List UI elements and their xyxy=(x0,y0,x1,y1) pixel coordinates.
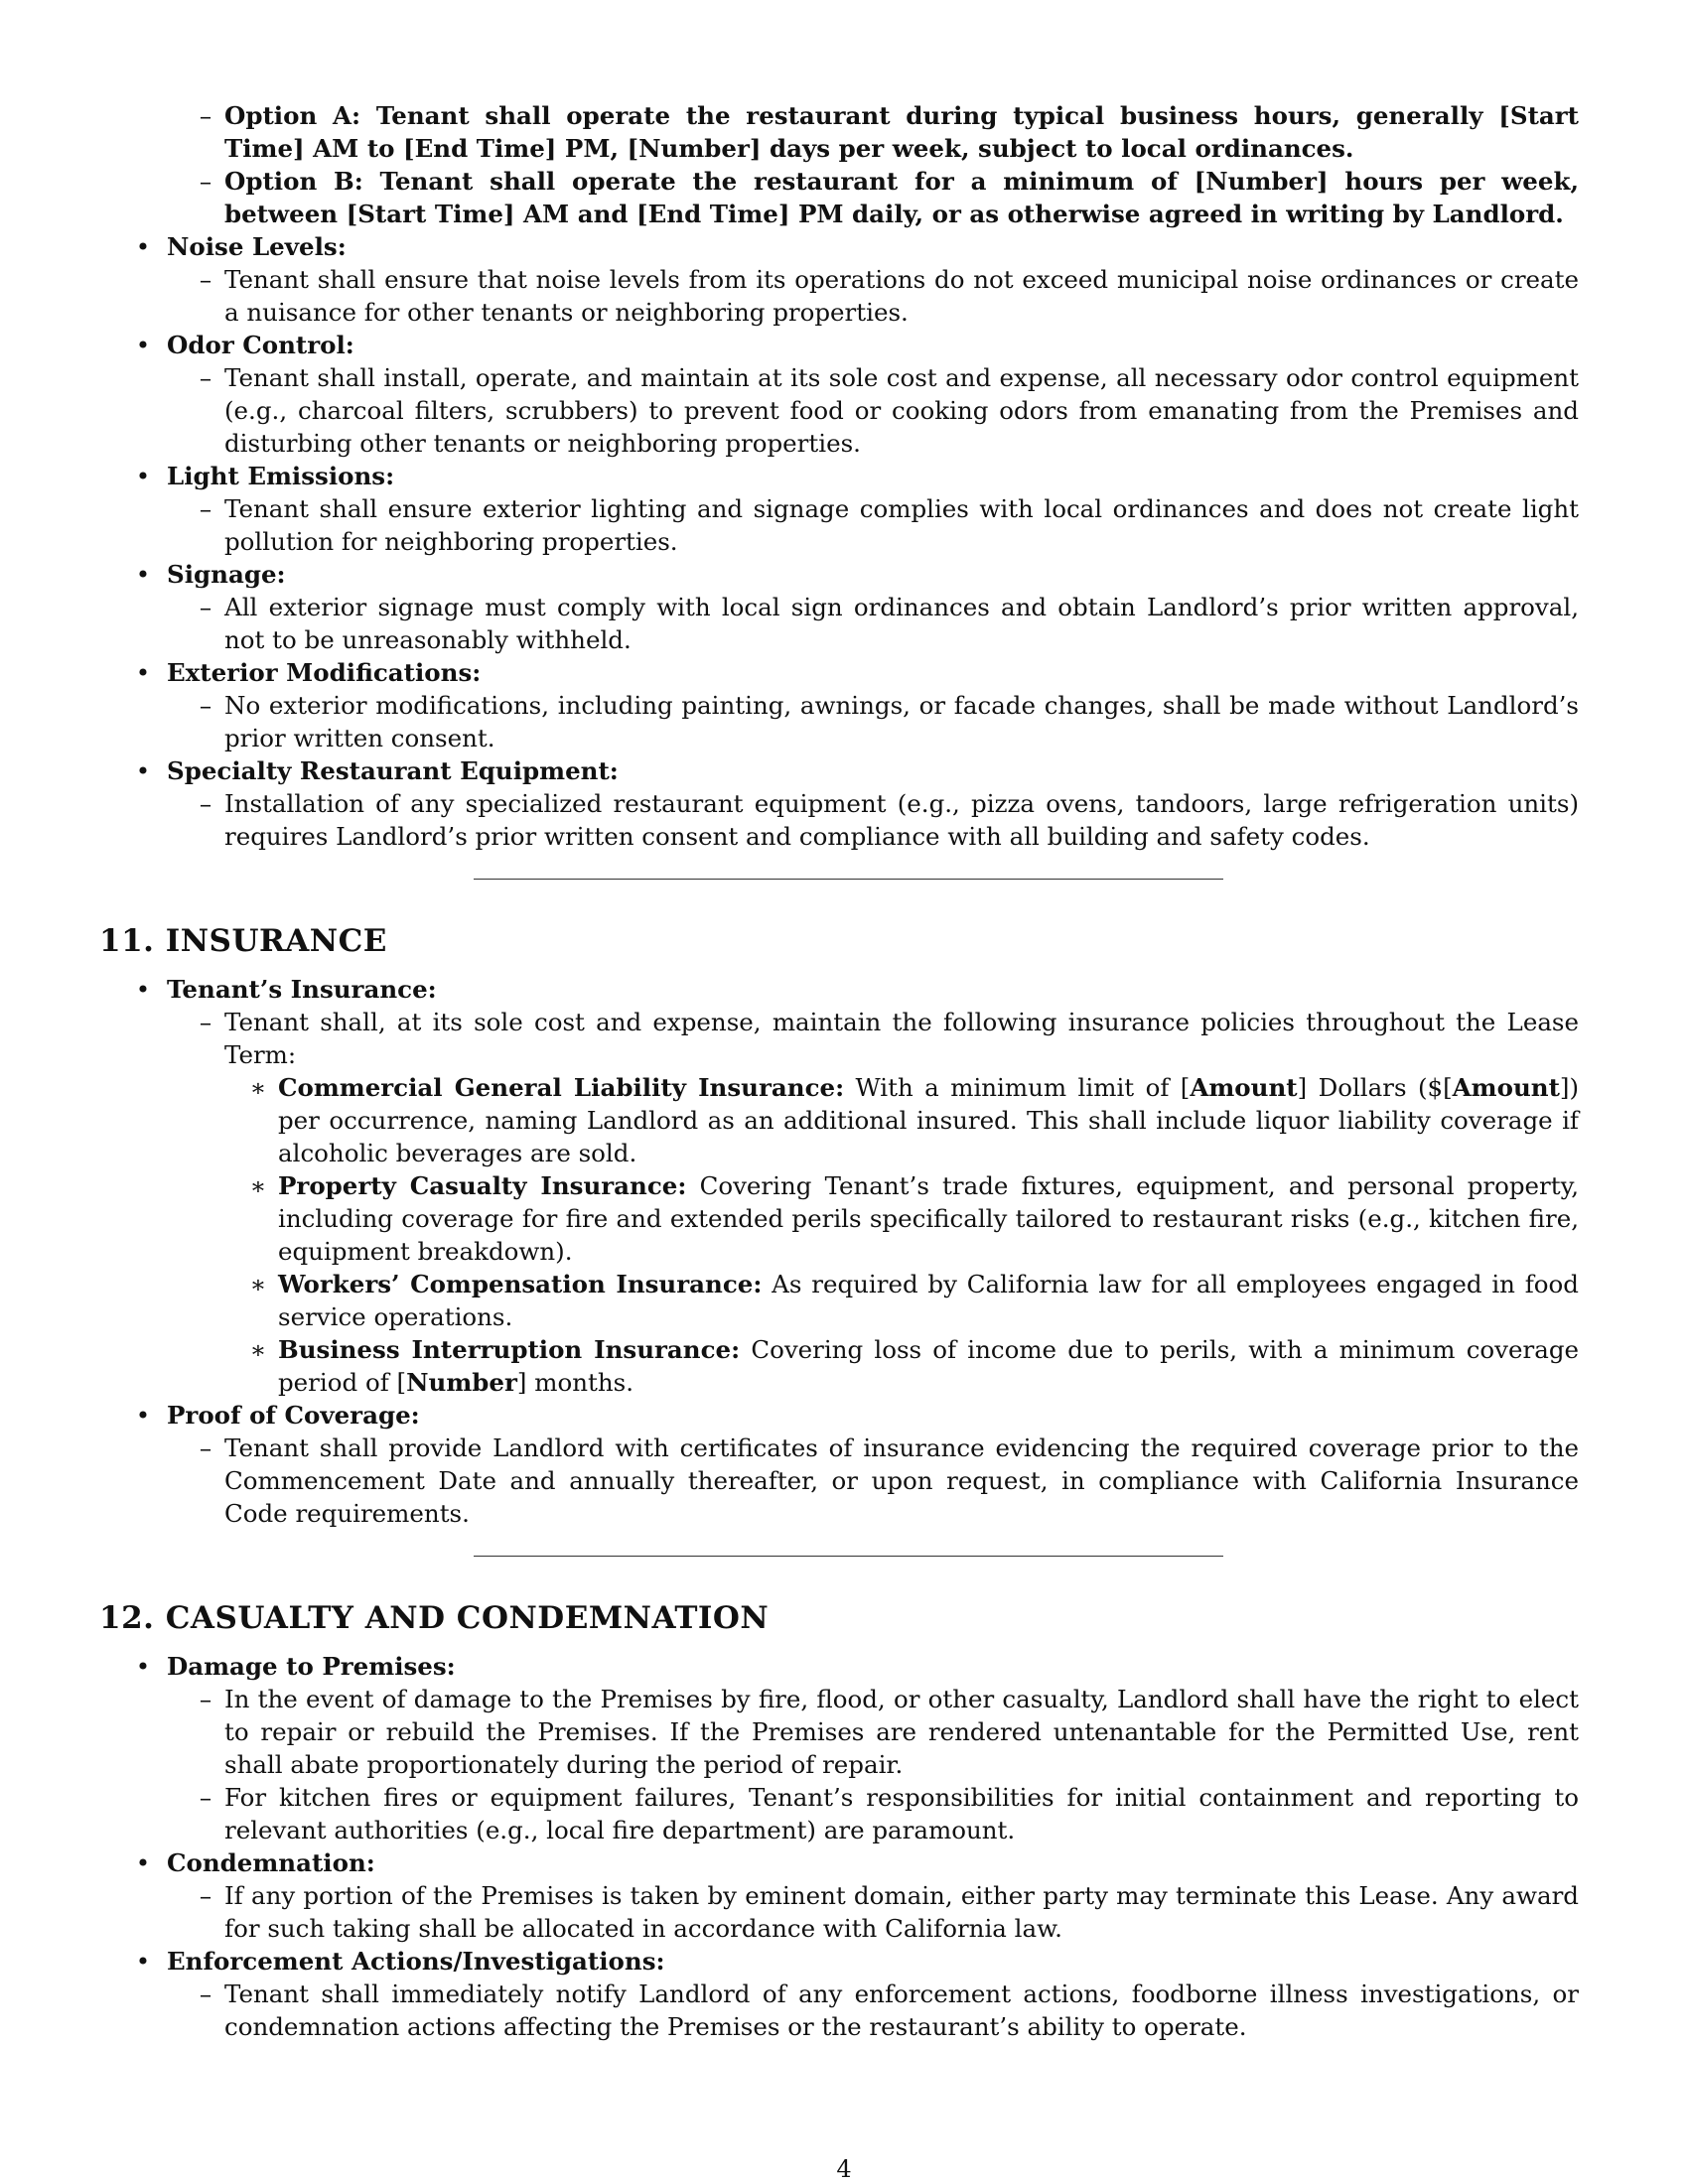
list-item xyxy=(99,1978,1589,2043)
asterisk-bullet: ∗ xyxy=(249,1073,267,1102)
list-item xyxy=(99,591,1589,656)
proof-of-coverage-heading: Proof of Coverage: xyxy=(167,1401,420,1430)
asterisk-bullet: ∗ xyxy=(249,1335,267,1364)
business-interruption-text: ] months. xyxy=(516,1368,633,1397)
round-bullet: • xyxy=(135,756,151,785)
damage-text: In the event of damage to the Premises by fire, flood, or other casualty, Landlord shall have the right to elect to repair or rebuild the Premises. If the Premises are rendered untenantable for the Permitted Use, rent shall abate proportionately during the period of repair. xyxy=(224,1685,1579,1779)
business-interruption-heading: Business Interruption Insurance: xyxy=(278,1335,741,1364)
dash-bullet: – xyxy=(199,691,212,720)
exterior-modifications-heading: Exterior Modifications: xyxy=(167,658,482,687)
dash-bullet: – xyxy=(199,1685,212,1713)
cgl-text: ] Dollars ($[ xyxy=(1297,1073,1453,1102)
list-item xyxy=(99,656,1589,689)
noise-levels-heading: Noise Levels: xyxy=(167,232,347,261)
section-divider xyxy=(474,879,1223,880)
round-bullet: • xyxy=(135,1652,151,1681)
number-placeholder: Number xyxy=(406,1368,517,1397)
odor-control-text: Tenant shall install, operate, and maintain at its sole cost and expense, all necessary odor control equipment (e.g., charcoal filters, scrubbers) to prevent food or cooking odors from emanating from the Premises and disturbing other tenants or neighboring properties. xyxy=(224,363,1579,458)
asterisk-bullet: ∗ xyxy=(249,1270,267,1298)
round-bullet: • xyxy=(135,331,151,359)
list-item xyxy=(99,973,1589,1006)
enforcement-text: Tenant shall immediately notify Landlord of any enforcement actions, foodborne illness investigations, or condemnation actions affecting the Premises or the restaurant’s ability to operate. xyxy=(224,1979,1579,2041)
signage-text: All exterior signage must comply with local sign ordinances and obtain Landlord’s prior written approval, not to be unreasonably withheld. xyxy=(224,593,1579,654)
round-bullet: • xyxy=(135,1947,151,1976)
list-item xyxy=(99,1650,1589,1683)
property-casualty-text: Covering Tenant’s trade fixtures, equipment, and personal property, including coverage for fire and extended perils specifically tailored to restaurant risks (e.g., kitchen fire, equipment breakdown). xyxy=(278,1171,1579,1266)
property-casualty-heading: Property Casualty Insurance: xyxy=(278,1171,687,1200)
option-a-text: Option A: Tenant shall operate the restaurant during typical business hours, generally [Start Time] AM to [End Time] PM, [Number] days per week, subject to local ordinances. xyxy=(224,101,1579,163)
amount-placeholder: Amount xyxy=(1190,1073,1298,1102)
condemnation-text: If any portion of the Premises is taken by eminent domain, either party may terminate this Lease. Any award for such taking shall be allocated in accordance with California law. xyxy=(224,1881,1579,1943)
round-bullet: • xyxy=(135,462,151,490)
specialty-equipment-text: Installation of any specialized restaurant equipment (e.g., pizza ovens, tandoors, large refrigeration units) requires Landlord’s prior written consent and compliance with all building and safety codes. xyxy=(224,789,1579,851)
list-item xyxy=(99,689,1589,754)
condemnation-heading: Condemnation: xyxy=(167,1848,375,1877)
insurance-list xyxy=(99,973,1589,1530)
workers-comp-heading: Workers’ Compensation Insurance: xyxy=(278,1270,763,1298)
list-item xyxy=(99,1781,1589,1846)
exterior-modifications-text: No exterior modifications, including painting, awnings, or facade changes, shall be made without Landlord’s prior written consent. xyxy=(224,691,1579,752)
list-item xyxy=(99,787,1589,853)
round-bullet: • xyxy=(135,1401,151,1430)
list-item xyxy=(99,263,1589,329)
tenants-insurance-heading: Tenant’s Insurance: xyxy=(167,975,437,1004)
light-emissions-heading: Light Emissions: xyxy=(167,462,395,490)
specialty-equipment-heading: Specialty Restaurant Equipment: xyxy=(167,756,619,785)
page-number: 4 xyxy=(836,2155,852,2183)
list-item xyxy=(99,230,1589,263)
damage-text: For kitchen fires or equipment failures, Tenant’s responsibilities for initial containment and reporting to relevant authorities (e.g., local fire department) are paramount. xyxy=(224,1783,1579,1844)
list-item xyxy=(99,329,1589,361)
list-item xyxy=(99,99,1589,165)
dash-bullet: – xyxy=(199,101,212,130)
round-bullet: • xyxy=(135,560,151,589)
section-11-title: 11. INSURANCE xyxy=(99,923,387,959)
dash-bullet: – xyxy=(199,593,212,621)
dash-bullet: – xyxy=(199,1008,212,1036)
dash-bullet: – xyxy=(199,265,212,294)
list-item xyxy=(99,1333,1589,1399)
section-divider xyxy=(474,1556,1223,1557)
dash-bullet: – xyxy=(199,167,212,196)
list-item xyxy=(99,1846,1589,1879)
tenants-insurance-intro: Tenant shall, at its sole cost and expense, maintain the following insurance policies throughout the Lease Term: xyxy=(224,1008,1579,1069)
amount-placeholder: Amount xyxy=(1452,1073,1560,1102)
dash-bullet: – xyxy=(199,494,212,523)
list-item xyxy=(99,1399,1589,1432)
noise-levels-text: Tenant shall ensure that noise levels from its operations do not exceed municipal noise ordinances or create a nuisance for other tenants or neighboring properties. xyxy=(224,265,1579,327)
list-item xyxy=(99,1945,1589,1978)
business-interruption-text: Covering loss of income due to perils, with a minimum coverage period of [ xyxy=(278,1335,1580,1397)
operations-list xyxy=(99,99,1589,853)
list-item xyxy=(99,1169,1589,1268)
asterisk-bullet: ∗ xyxy=(249,1171,267,1200)
cgl-text: ]) per occurrence, naming Landlord as an additional insured. This shall include liquor liability coverage if alcoholic beverages are sold. xyxy=(278,1073,1580,1167)
list-item xyxy=(99,754,1589,787)
document-page xyxy=(99,99,1589,2043)
round-bullet: • xyxy=(135,1848,151,1877)
list-item xyxy=(99,1683,1589,1781)
list-item xyxy=(99,361,1589,460)
section-12-title: 12. CASUALTY AND CONDEMNATION xyxy=(99,1600,770,1636)
light-emissions-text: Tenant shall ensure exterior lighting and signage complies with local ordinances and does not create light pollution for neighboring properties. xyxy=(224,494,1579,556)
list-item xyxy=(99,1071,1589,1169)
casualty-list xyxy=(99,1650,1589,2043)
list-item xyxy=(99,1879,1589,1945)
damage-heading: Damage to Premises: xyxy=(167,1652,456,1681)
cgl-heading: Commercial General Liability Insurance: xyxy=(278,1073,845,1102)
dash-bullet: – xyxy=(199,1979,212,2008)
list-item xyxy=(99,1432,1589,1530)
list-item xyxy=(99,165,1589,230)
cgl-text: With a minimum limit of [ xyxy=(844,1073,1191,1102)
list-item xyxy=(99,492,1589,558)
list-item xyxy=(99,460,1589,492)
dash-bullet: – xyxy=(199,1783,212,1812)
list-item xyxy=(99,558,1589,591)
dash-bullet: – xyxy=(199,789,212,818)
list-item xyxy=(99,1268,1589,1333)
round-bullet: • xyxy=(135,658,151,687)
odor-control-heading: Odor Control: xyxy=(167,331,354,359)
proof-of-coverage-text: Tenant shall provide Landlord with certificates of insurance evidencing the required coverage prior to the Commencement Date and annually thereafter, or upon request, in compliance with California Insurance Code requirements. xyxy=(224,1433,1579,1528)
signage-heading: Signage: xyxy=(167,560,286,589)
workers-comp-text: As required by California law for all employees engaged in food service operations. xyxy=(278,1270,1579,1331)
round-bullet: • xyxy=(135,232,151,261)
dash-bullet: – xyxy=(199,363,212,392)
dash-bullet: – xyxy=(199,1881,212,1910)
option-b-text: Option B: Tenant shall operate the restaurant for a minimum of [Number] hours per week, between [Start Time] AM and [End Time] PM daily, or as otherwise agreed in writing by Landlord. xyxy=(224,167,1579,228)
enforcement-heading: Enforcement Actions/Investigations: xyxy=(167,1947,665,1976)
round-bullet: • xyxy=(135,975,151,1004)
list-item xyxy=(99,1006,1589,1071)
dash-bullet: – xyxy=(199,1433,212,1462)
